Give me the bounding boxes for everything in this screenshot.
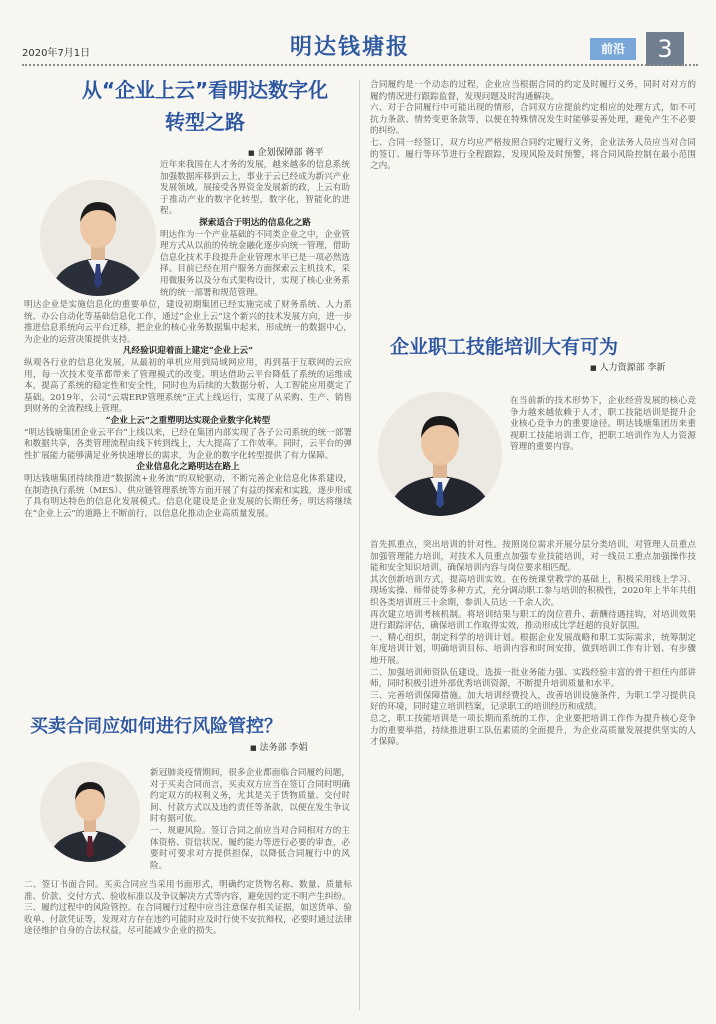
article3-paragraph-4: 再次建立培训考核机制。将培训结果与职工的岗位晋升、薪酬待遇挂钩，对培训效果进行跟踪评估，确保培训工作取得实效，推动形成比学赶超的良好氛围。	[370, 609, 696, 632]
article2-paragraph-1: 新冠肺炎疫情期间，很多企业都面临合同履约问题，对于买卖合同而言，买卖双方应当在签订合同时明确约定双方的权利义务，尤其是关于货物质量、交付时间、付款方式以及违约责任等条款，以便在发生争议时有据可依。	[150, 768, 350, 825]
article3-byline: ■ 人力资源部 李新	[590, 360, 666, 373]
article1-paragraph-1: 明达作为一个产业基础的不同类企业之中，企业管理方式从以前的传统金融化逐步向统一管理，借助信息化技术手段提升企业管理水平已是一项必然选择。目前已经在用户服务方面探索云主机技术，采用微服务以及分布式架构设计，实现了核心业务系统的统一部署和规范管理。	[160, 229, 350, 298]
author-photo-1	[40, 180, 156, 296]
author-photo-2	[40, 762, 140, 862]
article1-sub3: “企业上云”之重塑明达实现企业数字化转型	[105, 415, 271, 426]
article1-title-line2: 转型之路	[165, 110, 245, 134]
page-number: 3	[646, 32, 684, 66]
article2-body	[24, 880, 352, 938]
author-photo-3	[378, 392, 502, 516]
newspaper-masthead: 明达钱塘报	[290, 34, 411, 60]
article2-paragraph-4: 三、履约过程中的风险管控。在合同履行过程中应当注意保存相关证据，如送货单、验收单、付款凭证等，发现对方存在违约可能时应及时行使不安抗辩权，必要时通过法律途径维护自身的合法权益，尽可能减少企业的损失。	[24, 903, 352, 937]
right-paragraph-top-1: 合同履约是一个动态的过程，企业应当根据合同的约定及时履行义务，同时对对方的履约情况进行跟踪监督，发现问题及时沟通解决。	[370, 80, 696, 102]
article1-body	[24, 300, 352, 520]
header-rule	[22, 64, 698, 66]
section-tag: 前沿	[590, 38, 636, 60]
article1-sub1: 探索适合于明达的信息化之路	[199, 217, 311, 228]
article1-paragraph-5: 明达钱塘集团持续推进“数据流+业务流”的双轮驱动，不断完善企业信息化体系建设，在制造执行系统（MES）、供应链管理系统等方面开展了有益的探索和实践，逐步形成了具有明达特色的信息化发展模式。信息化建设是企业发展的长期任务，明达将继续在“企业上云”的道路上不断前行，以信息化推动企业高质量发展。	[24, 473, 352, 519]
article2-paragraph-3: 二、签订书面合同。买卖合同应当采用书面形式，明确约定货物名称、数量、质量标准、价款、交付方式、验收标准以及争议解决方式等内容，避免因约定不明产生纠纷。	[24, 880, 352, 902]
article3-paragraph-3: 其次创新培训方式，提高培训实效。在传统课堂教学的基础上，积极采用线上学习、现场实操、师带徒等多种方式，充分调动职工参与培训的积极性，2020年上半年共组织各类培训班三十余期，参训人员达一千余人次。	[370, 574, 696, 608]
right-paragraph-top-3: 七、合同一经签订，双方均应严格按照合同约定履行义务，企业法务人员应当对合同的签订、履行等环节进行全程跟踪，发现风险及时预警，将合同风险控制在最小范围之内。	[370, 137, 696, 172]
article1-intro-text: 近年来我国在人才务的发展，越来越多的信息系统加强数据库移到云上，事业于云已经成为新兴产业发展领域，展接受各界资金发展新的政，上云有助于推动产业的数字化转型，数字化，智能化的进程。	[160, 160, 350, 217]
article3-paragraph-5: 一、精心组织，制定科学的培训计划。根据企业发展战略和职工实际需求，统筹制定年度培训计划，明确培训目标、培训内容和时间安排，做到培训工作有计划、有步骤地开展。	[370, 632, 696, 666]
article1-paragraph-3: 纵观各行业的信息化发展，从最初的单机应用到局域网应用，再到基于互联网的云应用，每一次技术变革都带来了管理模式的改变。明达借助云平台降低了系统的运维成本，提高了系统的稳定性和安全性，同时也为后续的大数据分析、人工智能应用奠定了基础。2019年，公司“云端ERP管理系统”正式上线运行，实现了从采购、生产、销售到财务的全流程线上管理。	[24, 357, 352, 415]
issue-date: 2020年7月1日	[22, 48, 91, 59]
article3-paragraph-7: 三、完善培训保障措施。加大培训经费投入，改善培训设施条件，为职工学习提供良好的环境，同时建立培训档案，记录职工的培训经历和成绩。	[370, 690, 696, 713]
article1-intro	[160, 160, 350, 299]
article1-paragraph-4: “明达钱塘集团企业云平台”上线以来，已经在集团内部实现了各子公司系统的统一部署和数据共享，各类管理流程由线下转到线上，大大提高了工作效率。同时，云平台的弹性扩展能力能够满足业务快速增长的需求，为企业的数字化转型提供了有力保障。	[24, 427, 352, 461]
article3-paragraph-1: 在当前新的技术形势下，企业经营发展的核心竞争力越来越依赖于人才，职工技能培训是提升企业核心竞争力的重要途径。明达钱塘集团历来重视职工技能培训工作，把职工培训作为人力资源管理的重要内容。	[510, 396, 696, 453]
column-divider	[359, 80, 360, 1010]
article1-sub2: 凡经验识迎着面上建定“企业上云”	[122, 346, 254, 357]
article2-byline: ■ 法务部 李娟	[250, 740, 308, 753]
article3-intro	[510, 396, 696, 454]
article1-title	[70, 74, 340, 138]
article3-paragraph-8: 总之，职工技能培训是一项长期而系统的工作，企业要把培训工作作为提升核心竞争力的重要举措，持续推进职工队伍素质的全面提升，为企业高质量发展提供坚实的人才保障。	[370, 713, 696, 748]
article1-paragraph-2: 明达企业是实施信息化的重要单位，建设初期集团已经实施完成了财务系统、人力系统、办公自动化等基础信息化工作，通过“企业上云”这个新兴的技术发展方向，进一步推进信息系统向云平台迁移，把企业的核心业务数据集中起来，形成统一的数据中心，为企业的运营决策提供支持。	[24, 300, 352, 345]
article2-paragraph-2: 一、规避风险。签订合同之前应当对合同相对方的主体资格、资信状况、履约能力等进行必要的审查，必要时可要求对方提供担保，以降低合同履行中的风险。	[150, 825, 350, 871]
article3-paragraph-2: 首先抓重点，突出培训的针对性。按照岗位需求开展分层分类培训，对管理人员重点加强管理能力培训，对技术人员重点加强专业技能培训，对一线员工重点加强操作技能和安全知识培训，确保培训内容与岗位要求相匹配。	[370, 540, 696, 574]
article1-byline: ■ 企划保障部 蒋平	[248, 145, 324, 158]
article3-paragraph-6: 二、加强培训师资队伍建设。选拔一批业务能力强、实践经验丰富的骨干担任内部讲师，同时积极引进外部优秀培训资源，不断提升培训质量和水平。	[370, 667, 696, 690]
article3-title: 企业职工技能培训大有可为	[390, 336, 619, 358]
person-portrait-icon	[40, 180, 156, 296]
article1-sub4: 企业信息化之路明达在路上	[136, 462, 240, 473]
article2-intro	[150, 768, 350, 872]
article2-continued	[370, 80, 696, 173]
article3-body	[370, 540, 696, 749]
article2-title: 买卖合同应如何进行风险管控？	[30, 716, 282, 737]
right-paragraph-top-2: 六、对于合同履行中可能出现的情形，合同双方应提前约定相应的处理方式，如不可抗力条款、情势变更条款等，以便在特殊情况发生时能够妥善处理，避免产生不必要的纠纷。	[370, 103, 696, 137]
person-portrait-icon	[40, 762, 140, 862]
article1-title-line1: 从“企业上云”看明达数字化	[81, 78, 329, 102]
person-portrait-icon	[378, 392, 502, 516]
